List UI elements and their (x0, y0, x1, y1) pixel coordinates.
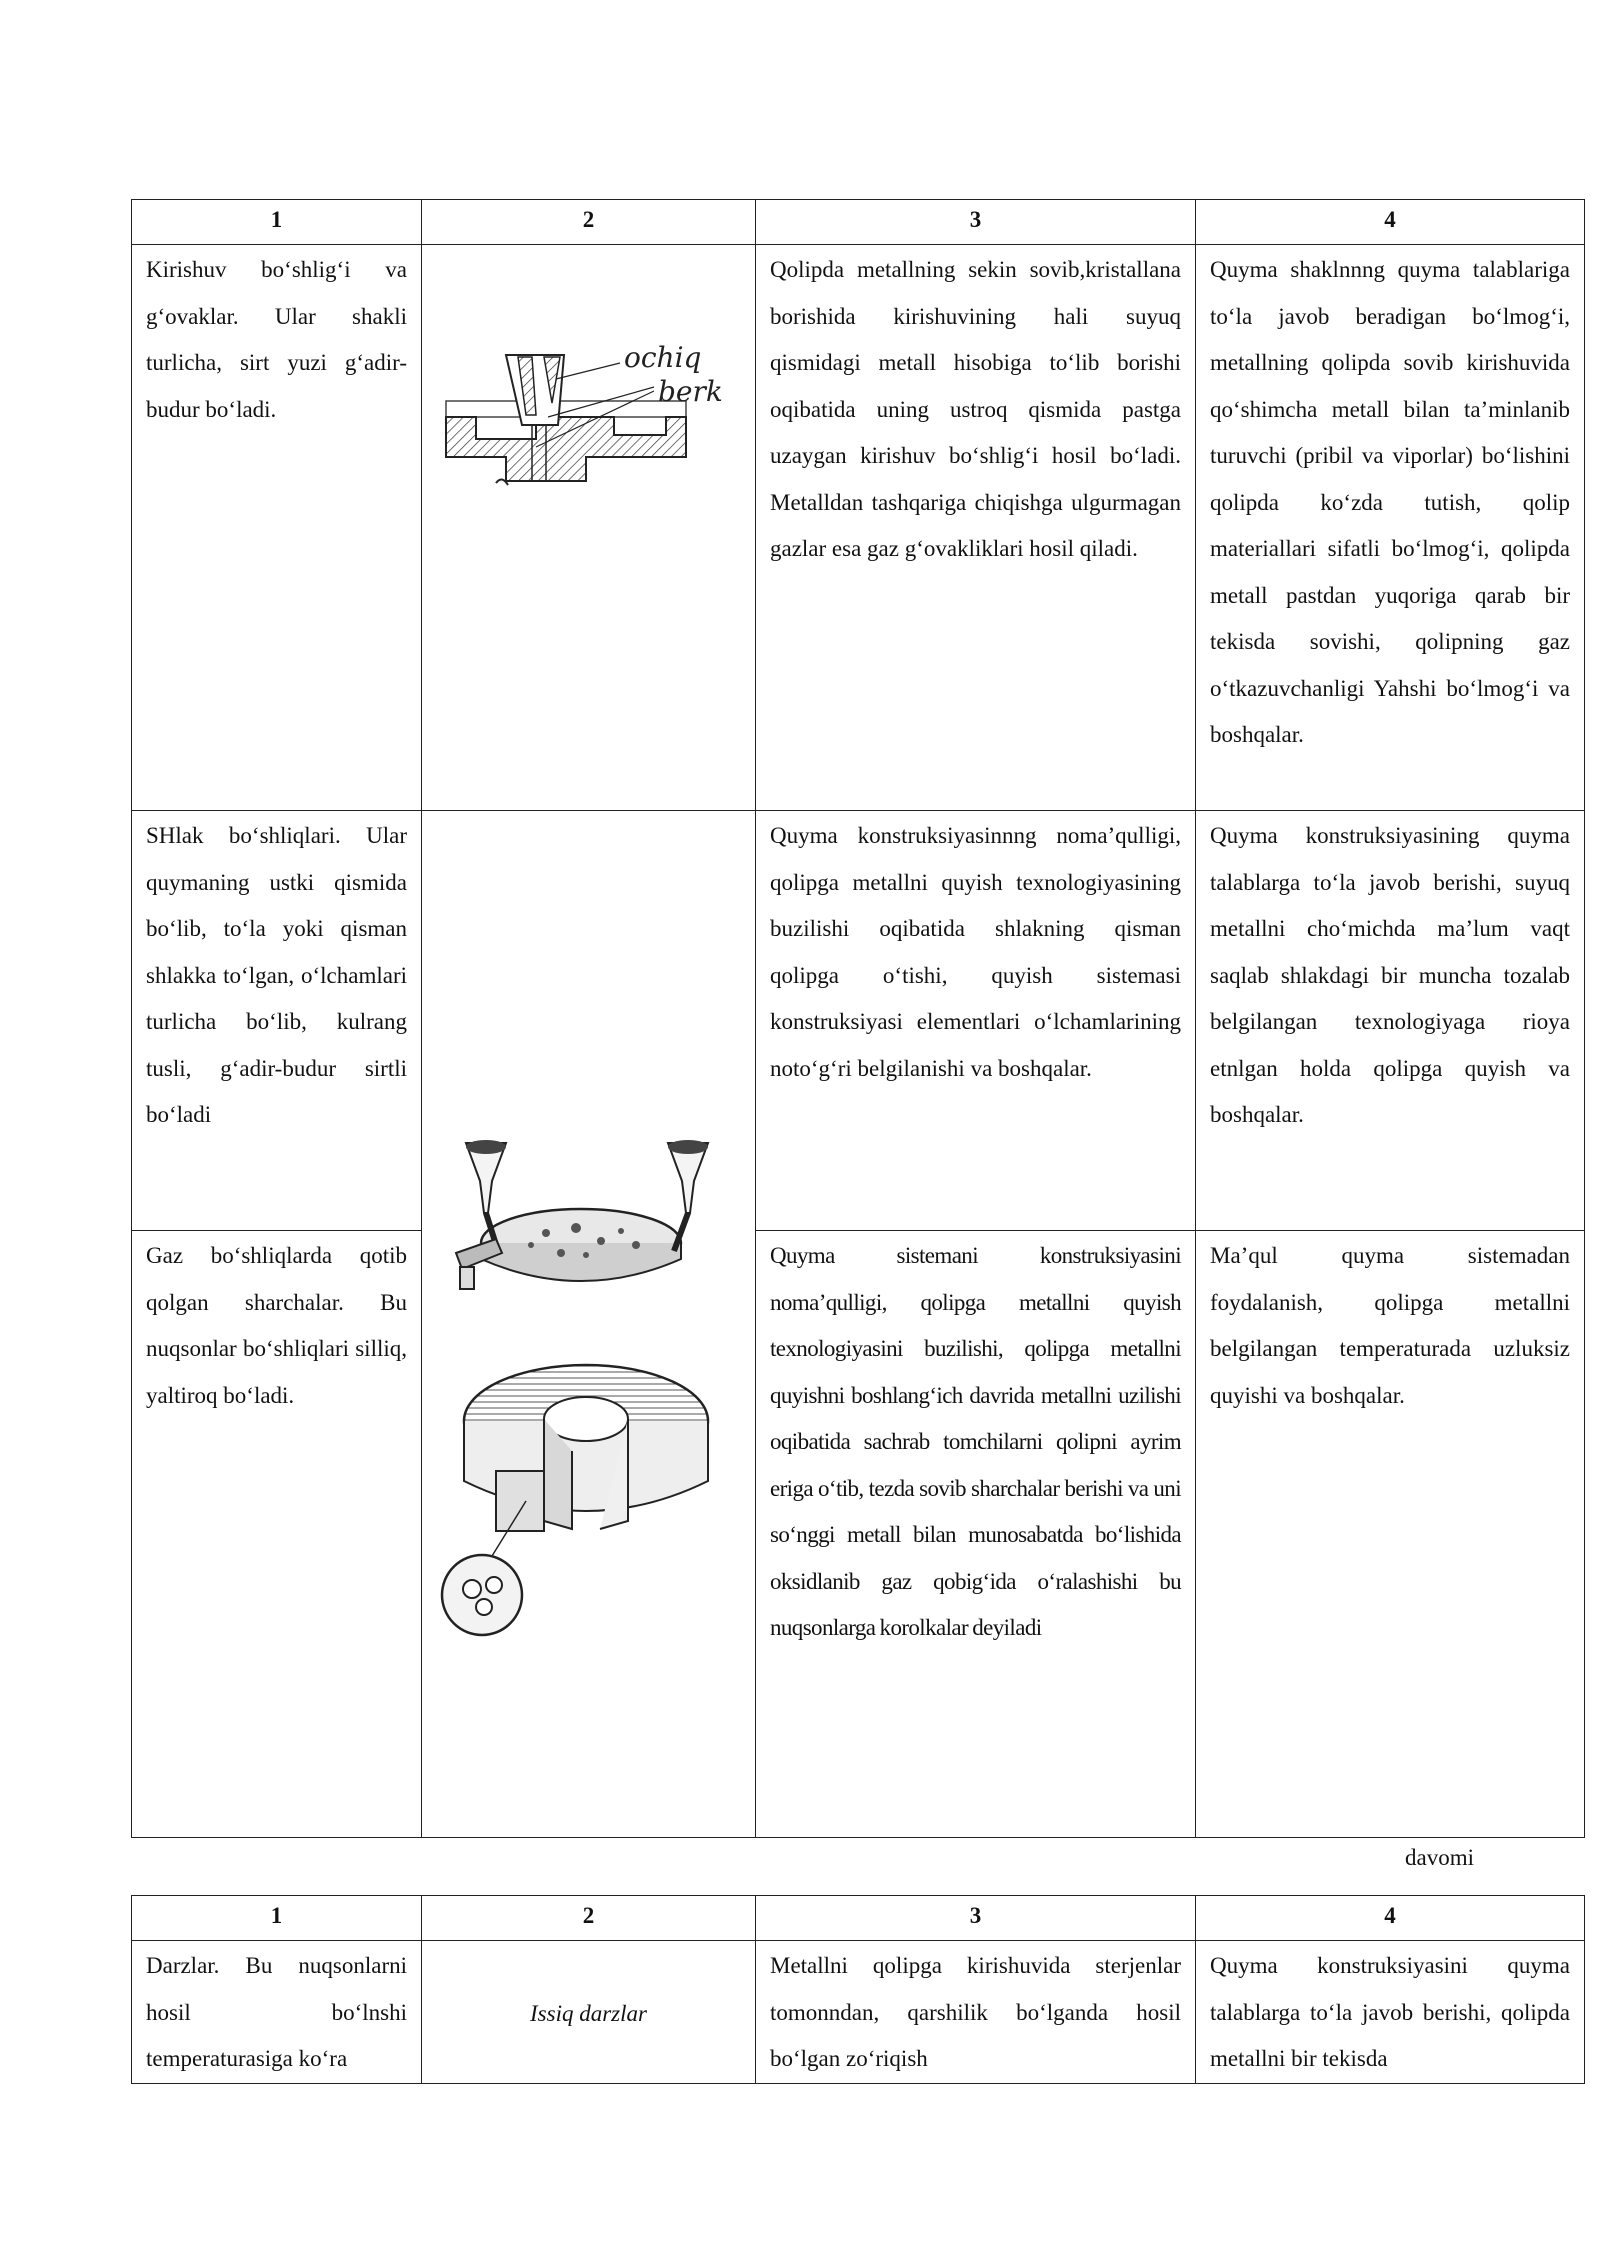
closed-label: berk (658, 375, 723, 408)
shrinkage-cavity-figure (436, 335, 736, 535)
header-cell-3: 3 (756, 1896, 1196, 1941)
header-cell-1: 1 (132, 200, 422, 245)
defect-name-cell: Gaz bo‘shliqlarda qotib qolgan sharchalar. Bu nuqsonlar bo‘shliqlari silliq, yaltiroq bo‘ladi. (132, 1231, 422, 1838)
figure-cell (422, 811, 756, 1838)
cause-cell: Quyma sistemani konstruksiyasini noma’qulligi, qolipga metallni quyish texnologiyasini buzilishi, qolipga metallni quyishni boshlang‘ich davrida metallni uzilishi oqibatida sachrab tomchilarni qolipni ayrim eriga o‘tib, tezda sovib sharchalar berishi va uni so‘nggi metall bilan munosabatda bo‘lishida oksidlanib gaz qobig‘ida o‘ralashishi bu nuqsonlarga korolkalar deyiladi (756, 1231, 1196, 1838)
header-cell-2: 2 (422, 1896, 756, 1941)
cracks-table (131, 1895, 1585, 2084)
defect-name-cell: SHlak bo‘shliqlari. Ular quymaning ustki qismida bo‘lib, to‘la yoki qisman shlakka to‘lgan, o‘lchamlari turlicha bo‘lib, kulrang tusli, g‘adir-budur sirtli bo‘ladi (132, 811, 422, 1231)
header-cell-1: 1 (132, 1896, 422, 1941)
prevention-cell: Quyma konstruksiyasini quyma talablarga to‘la javob berishi, qolipda metallni bir tekisda (1196, 1941, 1585, 2084)
table-header-row (132, 1896, 1585, 1941)
header-cell-4: 4 (1196, 200, 1585, 245)
table-row (132, 811, 1585, 1231)
prevention-cell: Quyma shaklnnng quyma talablariga to‘la javob beradigan bo‘lmog‘i, metallning qolipda sovib kirishuvida qo‘shimcha metall bilan ta’minlanib turuvchi (pribil va viporlar) bo‘lishini qolipda ko‘zda tutish, qolip materiallari sifatli bo‘lmog‘i, qolipda metall pastdan yuqoriga qarab bir tekisda sovishi, qolipning gaz o‘tkazuvchanligi Yahshi bo‘lmog‘i va boshqalar. (1196, 245, 1585, 811)
cause-cell: Metallni qolipga kirishuvida sterjenlar tomonndan, qarshilik bo‘lganda hosil bo‘lgan zo‘riqish (756, 1941, 1196, 2084)
prevention-cell: Quyma konstruksiyasining quyma talablarga to‘la javob berishi, suyuq metallni cho‘michda ma’lum vaqt saqlab shlakdagi bir muncha tozalab belgilangan texnologiyaga rioya etnlgan holda qolipga quyish va boshqalar. (1196, 811, 1585, 1231)
header-cell-2: 2 (422, 200, 756, 245)
figure-caption-cell: Issiq darzlar (422, 1941, 756, 2084)
continuation-label: davomi (1405, 1845, 1474, 1870)
gas-bead-figure (436, 1351, 736, 1651)
header-cell-3: 3 (756, 200, 1196, 245)
prevention-cell: Ma’qul quyma sistemadan foydalanish, qolipga metallni belgilangan temperaturada uzluksiz quyishi va boshqalar. (1196, 1231, 1585, 1838)
slag-inclusion-figure (436, 1133, 736, 1313)
defect-name-cell: Darzlar. Bu nuqsonlarni hosil bo‘lnshi temperaturasiga ko‘ra (132, 1941, 422, 2084)
table-row (132, 1941, 1585, 2084)
cause-cell: Quyma konstruksiyasinnng noma’qulligi, qolipga metallni quyish texnologiyasining buzilishi oqibatida shlakning qisman qolipga o‘tishi, quyish sistemasi konstruksiyasi elementlari o‘lchamlarining noto‘g‘ri belgilanishi va boshqalar. (756, 811, 1196, 1231)
table-header-row (132, 200, 1585, 245)
table-row (132, 245, 1585, 811)
defect-name-cell: Kirishuv bo‘shlig‘i va g‘ovaklar. Ular shakli turlicha, sirt yuzi g‘adir-budur bo‘ladi. (132, 245, 422, 811)
figure-cell (422, 245, 756, 811)
header-cell-4: 4 (1196, 1896, 1585, 1941)
open-label: ochiq (624, 341, 702, 374)
table-row (132, 1231, 1585, 1838)
cause-cell: Qolipda metallning sekin sovib,kristallana borishida kirishuvining hali suyuq qismidagi metall hisobiga to‘lib borishi oqibatida uning ustroq qismida pastga uzaygan kirishuv bo‘shlig‘i hosil bo‘ladi. Metalldan tashqariga chiqishga ulgurmagan gazlar esa gaz g‘ovakliklari hosil qiladi. (756, 245, 1196, 811)
defects-table (131, 199, 1585, 1838)
